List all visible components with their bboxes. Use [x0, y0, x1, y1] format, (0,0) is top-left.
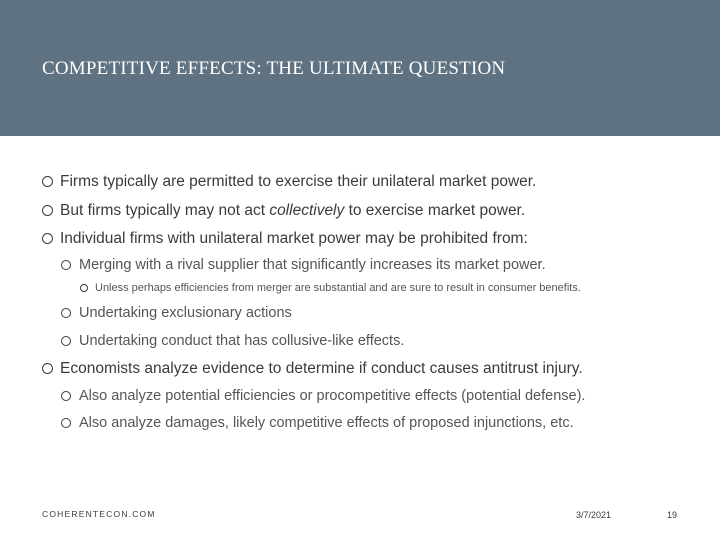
hollow-circle-bullet-icon — [80, 284, 88, 292]
bullet-text: Economists analyze evidence to determine if conduct causes antitrust injury. — [60, 360, 583, 377]
hollow-circle-bullet-icon — [61, 336, 71, 346]
slide-title: COMPETITIVE EFFECTS: THE ULTIMATE QUESTION — [42, 58, 506, 79]
bullet-item — [42, 202, 525, 220]
sub-bullet-item — [61, 388, 585, 404]
sub-sub-bullet-text: Unless perhaps efficiencies from merger are substantial and are sure to result in consumer benefits. — [95, 282, 581, 294]
emphasized-word: collectively — [269, 202, 345, 219]
bullet-text-end: to exercise market power. — [344, 202, 526, 219]
footer-site: COHERENTECON.COM — [42, 509, 156, 519]
bullet-item — [42, 173, 536, 191]
title-banner — [0, 0, 720, 136]
hollow-circle-bullet-icon — [42, 205, 53, 216]
hollow-circle-bullet-icon — [61, 308, 71, 318]
bullet-text — [42, 202, 525, 219]
sub-bullet-item — [61, 415, 574, 431]
hollow-circle-bullet-icon — [42, 176, 53, 187]
sub-bullet-item — [61, 257, 546, 273]
hollow-circle-bullet-icon — [42, 233, 53, 244]
sub-bullet-text: Undertaking conduct that has collusive-like effects. — [79, 333, 405, 349]
hollow-circle-bullet-icon — [42, 363, 53, 374]
bullet-text: Firms typically are permitted to exercise their unilateral market power. — [60, 173, 537, 190]
sub-bullet-item — [61, 333, 404, 349]
sub-bullet-text: Also analyze potential efficiencies or procompetitive effects (potential defense). — [79, 388, 586, 404]
hollow-circle-bullet-icon — [61, 418, 71, 428]
bullet-text-start: But firms typically may not act — [60, 202, 270, 219]
sub-sub-bullet-item — [80, 282, 581, 294]
page-number: 19 — [667, 510, 678, 520]
hollow-circle-bullet-icon — [61, 260, 71, 270]
bullet-item — [42, 230, 528, 248]
bullet-item — [42, 360, 583, 378]
sub-bullet-text: Merging with a rival supplier that significantly increases its market power. — [79, 257, 546, 273]
hollow-circle-bullet-icon — [61, 391, 71, 401]
bullet-text: Individual firms with unilateral market power may be prohibited from: — [60, 230, 528, 247]
sub-bullet-text: Undertaking exclusionary actions — [79, 305, 292, 321]
sub-bullet-text: Also analyze damages, likely competitive effects of proposed injunctions, etc. — [79, 415, 574, 431]
sub-bullet-item — [61, 305, 292, 321]
footer-date: 3/7/2021 — [576, 510, 612, 520]
